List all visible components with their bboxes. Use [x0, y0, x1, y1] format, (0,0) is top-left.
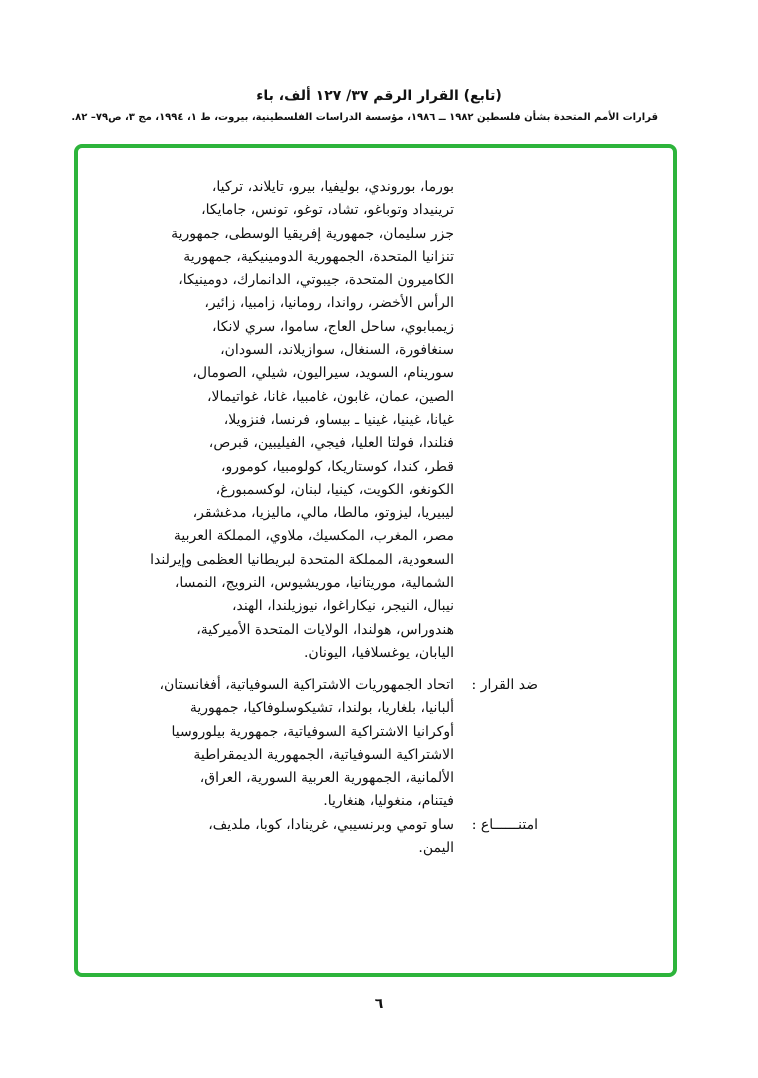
in-favour-line: بورما، بوروندي، بوليفيا، بيرو، تايلاند، تركيا، [211, 179, 454, 195]
abstain-label-row [462, 814, 538, 837]
in-favour-line: السعودية، المملكة المتحدة لبريطانيا العظمى وإيرلندا [150, 551, 454, 568]
in-favour-line: زيمبابوي، ساحل العاج، ساموا، سري لانكا، [211, 318, 454, 335]
in-favour-line: فنلندا، فولتا العليا، فيجي، الفيليبين، قبرص، [208, 435, 454, 452]
in-favour-line: ليبيريا، ليزوتو، مالطا، مالي، ماليزيا، مدغشقر، [192, 505, 454, 522]
against-line: الألمانية، الجمهورية العربية السورية، العراق، [199, 770, 454, 787]
against-list [159, 674, 454, 814]
in-favour-line: هندوراس، هولندا، الولايات المتحدة الأميركية، [196, 621, 454, 638]
in-favour-line: غيانا، غينيا، غينيا ـ بيساو، فرنسا، فنزويلا، [223, 411, 454, 428]
in-favour-line: نيبال، النيجر، نيكاراغوا، نيوزيلندا، الهند، [231, 598, 454, 615]
abstain-list [210, 814, 454, 861]
against-line: اتحاد الجمهوريات الاشتراكية السوفياتية، أفغانستان، [159, 677, 454, 693]
in-favour-line: سورينام، السويد، سيراليون، شيلي، الصومال، [192, 365, 454, 382]
in-favour-line: الكاميرون المتحدة، جيبوتي، الدانمارك، دومينيكا، [178, 272, 454, 289]
in-favour-line: جزر سليمان، جمهورية إفريقيا الوسطى، جمهورية [171, 225, 454, 242]
abstain-line: اليمن. [418, 840, 454, 857]
in-favour-line: اليابان، يوغسلافيا، اليونان. [303, 644, 454, 661]
in-favour-list [150, 176, 454, 665]
in-favour-line: سنغافورة، السنغال، سوازيلاند، السودان، [220, 342, 454, 359]
page-number: ٦ [374, 996, 384, 1012]
in-favour-line: مصر، المغرب، المكسيك، ملاوي، المملكة العربية [173, 528, 454, 545]
abstain-colon: : [471, 817, 477, 833]
against-line: أوكرانيا الاشتراكية السوفياتية، جمهورية بيلوروسيا [171, 723, 454, 740]
in-favour-line: الكونغو، الكويت، كينيا، لبنان، لوكسمبورغ، [215, 481, 454, 498]
against-label: ضد القرار [480, 677, 538, 693]
in-favour-line: الشمالية، موريتانيا، موريشيوس، النرويج، النمسا، [174, 575, 454, 592]
against-label-row [462, 674, 538, 697]
in-favour-line: الرأس الأخضر، رواندا، رومانيا، زامبيا، زائير، [204, 295, 454, 312]
resolution-title: (تابع) القرار الرقم ٣٧/ ١٢٧ ألف، باء [256, 88, 502, 104]
abstain-label: امتنــــــاع [480, 817, 538, 833]
abstain-line: ساو تومي وبرنسيبي، غرينادا، كوبا، ملديف، [208, 817, 454, 833]
against-colon: : [471, 677, 477, 693]
source-citation: قرارات الأمم المتحدة بشأن فلسطين ١٩٨٢ ــ ١٩٨٦، مؤسسة الدراسات الفلسطينية، بيروت، ط ١، ١٩٩٤، مج ٣، ص٧٩– ٨٢. [71, 112, 658, 123]
against-line: فيتنام، منغوليا، هنغاريا. [323, 793, 454, 810]
against-line: الاشتراكية السوفياتية، الجمهورية الديمقراطية [193, 746, 454, 763]
against-line: ألبانيا، بلغاريا، بولندا، تشيكوسلوفاكيا، جمهورية [189, 700, 454, 717]
in-favour-line: الصين، عمان، غابون، غامبيا، غانا، غواتيمالا، [207, 388, 454, 405]
in-favour-line: تنزانيا المتحدة، الجمهورية الدومينيكية، جمهورية [183, 248, 454, 265]
in-favour-line: ترينيداد وتوباغو، تشاد، توغو، تونس، جامايكا، [201, 202, 454, 219]
in-favour-line: قطر، كندا، كوستاريكا، كولومبيا، كومورو، [221, 458, 454, 475]
